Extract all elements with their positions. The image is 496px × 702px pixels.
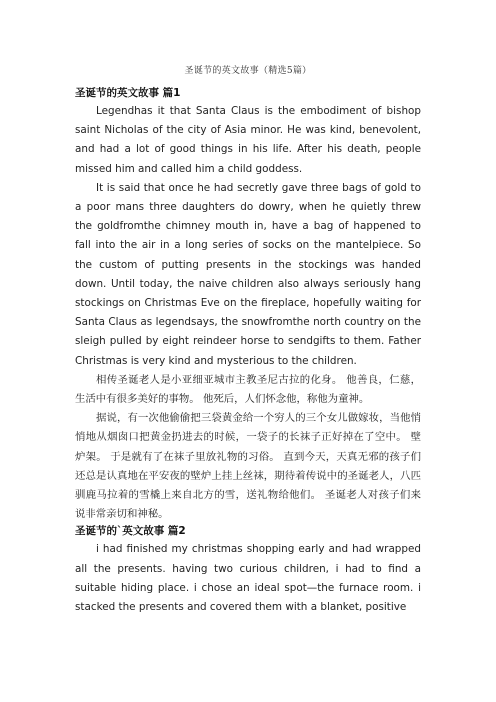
section-1-paragraph-1: Legendhas it that Santa Claus is the embodiment of bishop saint Nicholas of the city of Asia minor. He was kind, benevolent, and had a lot of good things in his life. After his death, people missed him and called him a child goddess.	[75, 105, 421, 175]
section-1-title: 圣诞节的英文故事 篇1	[75, 87, 181, 99]
section-1-translation-1: 相传圣诞老人是小亚细亚城市主教圣尼古拉的化身。 他善良，仁慈，生活中有很多美好的事物。 他死后，人们怀念他，称他为童神。	[75, 373, 421, 406]
section-2-title: 圣诞节的`英文故事 篇2	[75, 525, 186, 538]
document-body	[75, 86, 421, 617]
section-2-paragraph-1: i had finished my christmas shopping early and had wrapped all the presents. having two curious children, i had to find a suitable hiding place. i chose an ideal spot—the furnace room. i stacked the presents and covered them with a blanket, positive	[75, 543, 421, 614]
section-1-paragraph-2: It is said that once he had secretly gave three bags of gold to a poor mans three daughters do dowry, when he quietly threw the goldfromthe chimney mouth in, have a bag of happened to fall into the air in a long series of socks on the mantelpiece. So the custom of putting presents in the stockings was handed down. Until today, the naive children also always seriously hang stockings on Christmas Eve on the fireplace, hopefully waiting for Santa Claus as legendsays, the snowfromthe north country on the sleigh pulled by eight reindeer horse to sendgifts to them. Father Christmas is very kind and mysterious to the children.	[75, 181, 421, 367]
page-header: 圣诞节的英文故事（精选5篇）	[184, 66, 312, 76]
section-1-translation-2: 据说，有一次他偷偷把三袋黄金给一个穷人的三个女儿做嫁妆，当他悄悄地从烟囱口把黄金扔进去的时候，一袋子的长袜子正好掉在了空中。 壁炉架。 于是就有了在袜子里放礼物的习俗。 直到今天，天真无邪的孩子们还总是认真地在平安夜的壁炉上挂上丝袜，期待着传说中的圣诞老人，八匹驯鹿马拉着的雪橇上来自北方的雪，送礼物给他们。 圣诞老人对孩子们来说非常亲切和神秘。	[75, 412, 421, 521]
